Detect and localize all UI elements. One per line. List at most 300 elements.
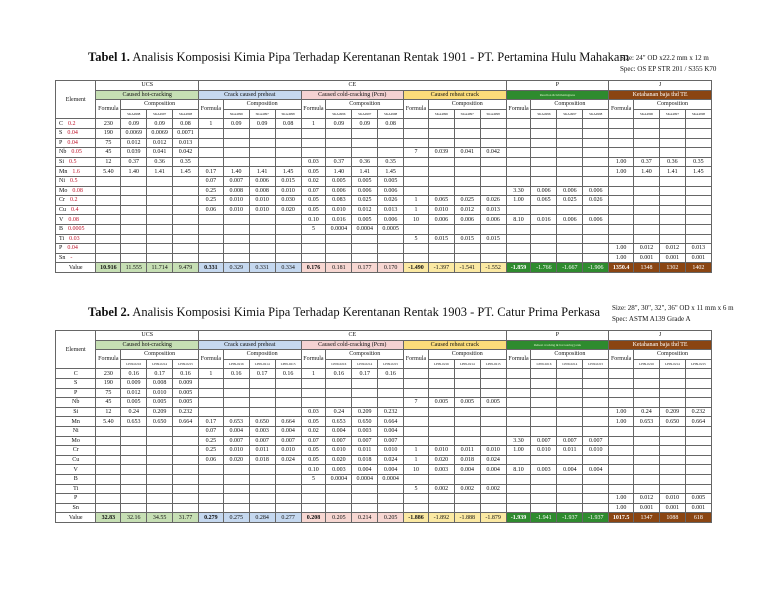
table1-spec-size: Size: 24" OD x22.2 mm x 12 m [620,54,709,62]
value-cell: 0.012 [121,138,147,148]
value-cell [121,176,147,186]
value-cell [583,176,609,186]
value-cell [634,148,660,158]
value-cell [480,186,506,196]
value-cell [352,494,378,504]
value-cell: 0.018 [454,455,480,465]
value-cell [685,138,711,148]
value-cell [634,484,660,494]
value-cell [531,378,557,388]
value-cell [173,446,199,456]
value-cell [659,196,685,206]
sample-code: LP09-0215 [685,359,711,369]
value-cell [454,253,480,263]
value-cell: 0.02 [301,426,326,436]
result-value: 32.83 [96,513,121,523]
value-cell [634,378,660,388]
value-cell [609,234,634,244]
value-cell [480,369,506,379]
value-cell [326,388,352,398]
value-cell [634,138,660,148]
table-row [56,186,712,196]
value-cell [428,244,454,254]
value-cell: 1.40 [634,167,660,177]
result-value: 0.277 [275,513,301,523]
value-cell: 0.16 [121,369,147,379]
value-cell [198,234,223,244]
value-cell [609,186,634,196]
table1-title-prefix: Tabel 1. [88,50,130,64]
sample-code: SKA4998 [275,109,301,119]
value-cell: 0.030 [275,196,301,206]
table2 [55,330,712,523]
group-header-ce: CE [198,331,506,341]
value-cell: 1.40 [121,167,147,177]
value-cell [506,138,531,148]
value-cell [173,436,199,446]
value-cell [659,148,685,158]
value-cell [659,119,685,129]
value-cell [609,119,634,129]
value-cell: 230 [96,369,121,379]
value-cell [352,244,378,254]
value-cell: 0.232 [378,407,404,417]
value-cell [96,455,121,465]
value-cell: 0.010 [223,446,249,456]
value-cell: 0.010 [326,205,352,215]
result-value: 0.214 [352,513,378,523]
value-cell: 0.05 [301,167,326,177]
element-symbol: Mn [59,168,68,175]
value-cell [96,446,121,456]
element-header: Element [56,81,96,119]
value-cell [557,244,583,254]
value-cell [378,398,404,408]
value-cell [96,234,121,244]
table-row [56,484,712,494]
result-value: -1.541 [454,263,480,273]
sample-code: SKA4998 [121,109,147,119]
value-cell: 0.17 [352,369,378,379]
value-cell [249,398,275,408]
value-cell [480,494,506,504]
value-cell [557,205,583,215]
value-cell: 1.41 [147,167,173,177]
value-cell: 0.17 [198,417,223,427]
value-cell [147,205,173,215]
value-cell: 7 [404,398,429,408]
result-value: 0.181 [326,263,352,273]
value-cell: 0.0005 [378,224,404,234]
composition-header: Composition [531,350,609,360]
table-row [56,176,712,186]
value-cell [404,167,429,177]
value-cell [352,128,378,138]
value-cell [275,465,301,475]
value-cell: 0.065 [428,196,454,206]
value-cell [480,138,506,148]
value-cell: 75 [96,388,121,398]
value-cell [96,474,121,484]
result-value: -1.490 [404,263,429,273]
value-cell [121,253,147,263]
element-cell [56,138,96,148]
value-cell: 0.653 [634,417,660,427]
value-cell [249,244,275,254]
header-row-causes [56,340,712,350]
value-cell [147,196,173,206]
value-cell [428,176,454,186]
value-cell [404,176,429,186]
value-cell [480,474,506,484]
value-cell: 8.10 [506,465,531,475]
composition-header: Composition [634,350,712,360]
value-cell [173,465,199,475]
value-cell [634,388,660,398]
value-cell [121,205,147,215]
value-cell [378,234,404,244]
value-cell: 0.008 [147,378,173,388]
table-row [56,119,712,129]
value-cell: 0.0004 [378,474,404,484]
value-cell [301,503,326,513]
value-cell [352,388,378,398]
value-cell: 45 [96,148,121,158]
result-value: 0.176 [301,263,326,273]
value-cell [198,494,223,504]
value-cell: 0.010 [428,446,454,456]
value-cell: 0.015 [480,234,506,244]
value-cell [531,148,557,158]
value-cell: 0.006 [428,215,454,225]
composition-header: Composition [223,100,301,110]
sample-code: SKA4996 [428,109,454,119]
value-cell: 0.004 [352,465,378,475]
value-cell: 0.35 [173,157,199,167]
element-symbol: Ti [73,485,79,492]
table-row [56,426,712,436]
value-cell [301,378,326,388]
value-cell: 0.17 [249,369,275,379]
formula-header: Formula [506,350,531,369]
formula-header: Formula [301,100,326,119]
sample-code: SKA4996 [634,109,660,119]
value-cell: 0.011 [454,446,480,456]
sample-code: LP09-0215 [275,359,301,369]
table-row [56,157,712,167]
value-cell [557,426,583,436]
element-symbol: Ni [72,428,79,435]
element-symbol: Nb [72,399,80,406]
value-cell [121,196,147,206]
sample-code: LP09-0214 [352,359,378,369]
formula-header: Formula [96,100,121,119]
value-cell [506,128,531,138]
value-cell: 0.012 [352,205,378,215]
value-cell [557,417,583,427]
value-cell: 1.41 [249,167,275,177]
value-cell: 0.015 [275,176,301,186]
value-cell [404,417,429,427]
result-value: 0.329 [223,263,249,273]
value-cell [198,378,223,388]
value-cell: 0.009 [173,378,199,388]
group-header-j: J [609,331,712,341]
value-cell [506,398,531,408]
element-symbol: B [73,476,78,483]
value-cell: 0.006 [531,186,557,196]
value-cell [301,484,326,494]
value-cell [531,128,557,138]
value-cell [147,253,173,263]
result-value: 0.275 [223,513,249,523]
value-cell [404,224,429,234]
value-cell [404,244,429,254]
value-cell [198,484,223,494]
value-cell [428,417,454,427]
value-cell: 0.025 [454,196,480,206]
value-cell: 0.024 [378,455,404,465]
value-cell: 0.010 [275,446,301,456]
value-cell: 0.003 [249,426,275,436]
value-cell: 0.006 [454,215,480,225]
sample-code: SKA4997 [557,109,583,119]
result-value: -1.886 [404,513,429,523]
value-cell: 0.005 [147,398,173,408]
value-cell: 0.003 [531,465,557,475]
value-cell: 0.010 [659,494,685,504]
cause-header: Ketahanan baja thd TE [609,90,712,100]
value-cell [685,484,711,494]
value-cell [583,426,609,436]
value-cell: 0.002 [454,484,480,494]
value-cell [454,436,480,446]
table-row [56,455,712,465]
value-cell [609,388,634,398]
table-row [56,474,712,484]
value-cell [147,446,173,456]
value-cell [223,378,249,388]
value-cell: 0.010 [428,205,454,215]
value-cell: 0.026 [480,196,506,206]
formula-header: Formula [198,350,223,369]
value-cell [326,398,352,408]
value-cell: 1 [404,455,429,465]
value-cell [428,369,454,379]
table1-spec-grade: Spec: OS EP STR 201 / S355 K70 [620,65,717,73]
result-value: 1350.4 [609,263,634,273]
value-cell: 0.005 [352,176,378,186]
value-cell [634,426,660,436]
value-cell: 0.001 [685,253,711,263]
value-cell [96,465,121,475]
value-cell: 0.020 [275,205,301,215]
value-cell [249,224,275,234]
value-cell [557,234,583,244]
value-cell [454,119,480,129]
value-cell [685,128,711,138]
value-cell [506,474,531,484]
group-header-p: P [506,331,609,341]
value-cell [609,205,634,215]
value-cell: 0.010 [147,388,173,398]
value-cell [173,205,199,215]
sample-code: SKA4996 [531,109,557,119]
value-cell [173,455,199,465]
table-row [56,407,712,417]
element-limit: 0.08 [72,187,83,194]
value-cell [249,234,275,244]
value-cell [198,465,223,475]
sample-code: LP09-0216 [428,359,454,369]
value-cell [249,465,275,475]
value-cell [557,388,583,398]
value-cell [121,503,147,513]
formula-header: Formula [198,100,223,119]
value-cell [96,244,121,254]
value-cell [557,378,583,388]
value-cell: 0.018 [249,455,275,465]
value-cell [531,388,557,398]
table2-spec-size: Size: 28", 30", 32", 36" OD x 11 mm x 6 m [612,304,734,312]
value-cell: 0.09 [249,119,275,129]
value-cell [659,378,685,388]
element-cell [56,426,96,436]
value-cell [506,176,531,186]
value-cell [583,234,609,244]
value-cell: 1 [404,205,429,215]
value-row [56,263,712,273]
value-cell: 3.30 [506,436,531,446]
cause-header: Caused reheat crack [404,340,507,350]
value-cell [378,388,404,398]
result-value: -1.892 [428,513,454,523]
value-cell: 0.004 [326,426,352,436]
group-header-ce: CE [198,81,506,91]
element-symbol: Ni [59,178,65,185]
value-cell: 0.03 [301,157,326,167]
value-cell: 1.00 [609,494,634,504]
value-cell [96,484,121,494]
value-cell: 0.07 [301,186,326,196]
value-cell: 1.00 [609,244,634,254]
value-cell [378,148,404,158]
value-cell [609,484,634,494]
result-value: -1.941 [531,513,557,523]
value-cell: 0.650 [147,417,173,427]
value-cell [659,215,685,225]
value-cell [428,474,454,484]
value-cell [223,157,249,167]
value-cell: 0.012 [634,494,660,504]
value-cell: 0.001 [685,503,711,513]
value-cell [378,378,404,388]
element-cell [56,455,96,465]
value-cell: 0.010 [480,446,506,456]
value-cell [609,474,634,484]
value-cell: 1 [301,119,326,129]
value-cell: 1.00 [506,196,531,206]
value-cell: 0.042 [173,148,199,158]
value-cell [609,196,634,206]
value-cell: 0.16 [275,369,301,379]
cause-header: Caused cold-cracking (Pcm) [301,90,404,100]
value-cell: 0.0069 [147,128,173,138]
value-cell [173,176,199,186]
value-cell [531,244,557,254]
result-value: 0.284 [249,513,275,523]
value-cell [609,138,634,148]
value-cell: 0.007 [223,436,249,446]
value-cell: 0.026 [583,196,609,206]
value-cell [480,417,506,427]
value-cell [301,234,326,244]
value-cell: 5 [301,474,326,484]
value-cell: 1.00 [609,157,634,167]
value-cell [378,484,404,494]
element-limit: 0.4 [71,207,79,214]
value-cell [223,474,249,484]
value-cell: 0.010 [326,446,352,456]
sample-code: LP09-0214 [249,359,275,369]
table-row [56,167,712,177]
value-cell [326,494,352,504]
sample-code: LP09-0216 [531,359,557,369]
table-row [56,446,712,456]
value-cell [609,378,634,388]
element-limit: 0.05 [71,149,82,156]
value-cell: 0.07 [198,426,223,436]
value-cell [454,388,480,398]
element-cell [56,176,96,186]
value-cell: 0.09 [352,119,378,129]
value-cell [659,369,685,379]
element-limit: 0.08 [68,216,79,223]
value-cell [531,234,557,244]
value-cell [685,398,711,408]
cause-header: Caused cold-cracking (Pcm) [301,340,404,350]
sample-code: LP09-0215 [480,359,506,369]
value-cell: 0.650 [659,417,685,427]
value-cell [301,253,326,263]
value-cell [249,148,275,158]
table-row [56,215,712,225]
value-cell [147,244,173,254]
value-cell [352,138,378,148]
value-cell: 0.001 [659,503,685,513]
element-cell [56,148,96,158]
value-cell: 0.015 [454,234,480,244]
result-value: 1017.5 [609,513,634,523]
element-cell [56,157,96,167]
value-cell: 0.009 [121,378,147,388]
value-cell [404,253,429,263]
value-cell [609,426,634,436]
value-cell [531,503,557,513]
element-symbol: Cu [72,457,80,464]
value-cell [480,224,506,234]
table-row [56,369,712,379]
value-cell [557,128,583,138]
value-cell [147,474,173,484]
result-value: 34.55 [147,513,173,523]
value-cell [147,186,173,196]
value-cell [121,494,147,504]
value-cell [609,446,634,456]
value-cell: 0.013 [480,205,506,215]
value-cell [659,426,685,436]
value-cell: 0.005 [173,388,199,398]
